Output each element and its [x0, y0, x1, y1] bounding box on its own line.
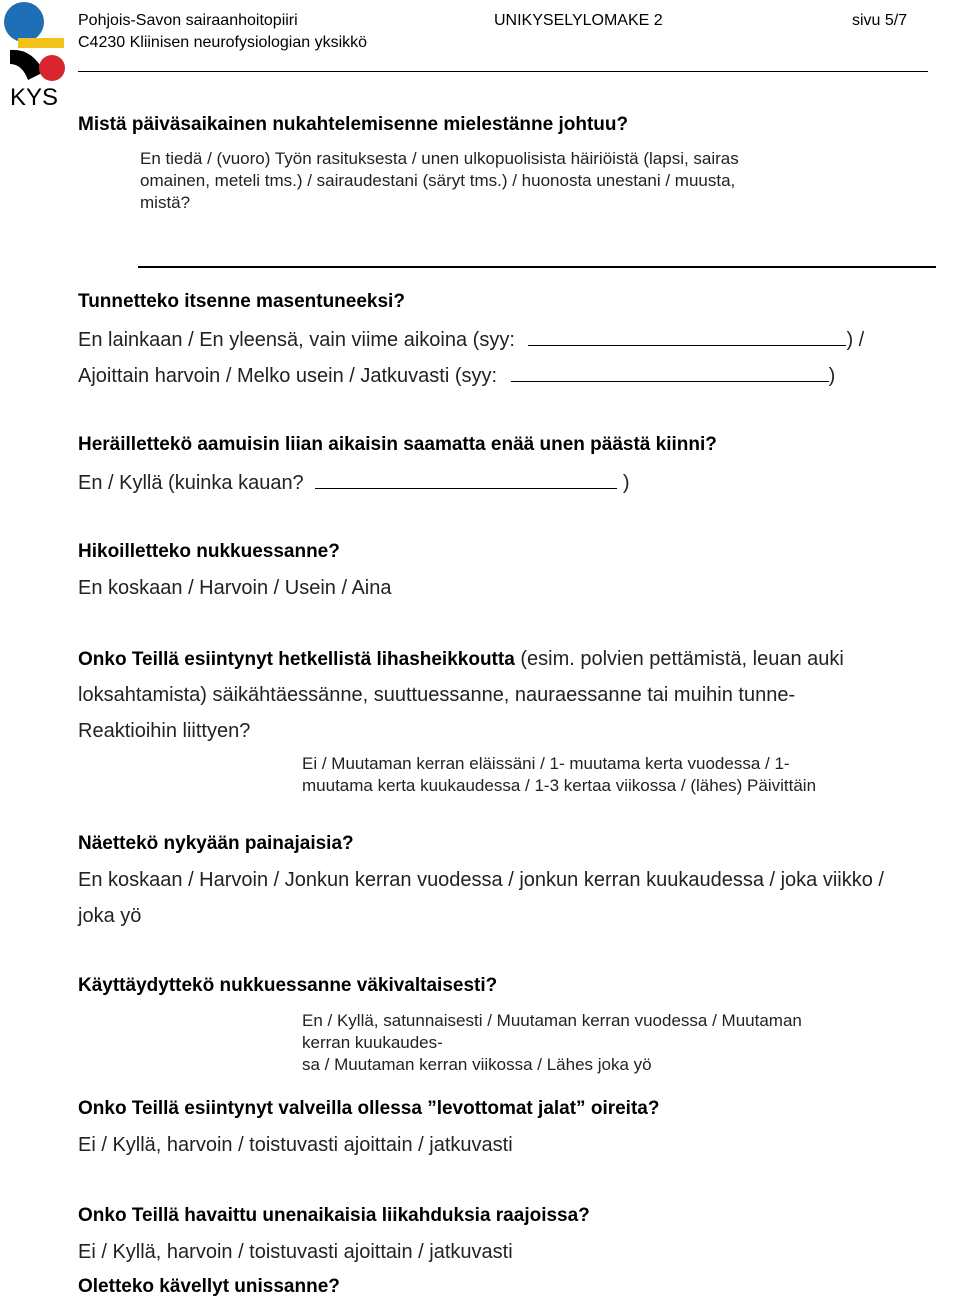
reason-blank-2[interactable]	[511, 363, 829, 382]
answer-options: En lainkaan / En yleensä, vain viime aikoina (syy:	[78, 329, 515, 351]
logo-yellow-bar	[18, 38, 64, 48]
header-unit: C4230 Kliinisen neurofysiologian yksikkö	[78, 34, 368, 51]
page-number: sivu 5/7	[852, 12, 908, 29]
question-nightmares: Näettekö nykyään painajaisia?	[78, 833, 354, 854]
question-night-sweats: Hikoilletteko nukkuessanne?	[78, 541, 340, 562]
question-muscle-weakness-line2: loksahtamista) säikähtäessänne, suuttuessanne, nauraessanne tai muihin tunne-	[78, 684, 796, 706]
answer-line: En tiedä / (vuoro) Työn rasituksesta / unen ulkopuolisista häiriöistä (lapsi, sairas	[140, 149, 739, 168]
answer-close: )	[828, 365, 836, 387]
question-violent-sleep: Käyttäydyttekö nukkuessanne väkivaltaisesti?	[78, 975, 498, 996]
question-muscle-weakness	[78, 648, 844, 671]
answer-depression-line1	[78, 327, 864, 352]
question-sleepwalking: Oletteko kävellyt unissanne?	[78, 1276, 340, 1297]
question-title: Onko Teillä esiintynyt hetkellistä lihasheikkoutta	[78, 649, 515, 670]
answer-line: En / Kyllä, satunnaisesti / Muutaman kerran vuodessa / Muutaman	[302, 1011, 802, 1030]
question-title-cont: (esim. polvien pettämistä, leuan auki	[514, 648, 844, 670]
answer-nightmares-line1: En koskaan / Harvoin / Jonkun kerran vuodessa / jonkun kerran kuukaudessa / joka viikko /	[78, 869, 884, 891]
how-long-blank[interactable]	[315, 470, 617, 489]
answer-close: ) /	[846, 329, 865, 351]
answer-limb-movements: Ei / Kyllä, harvoin / toistuvasti ajoittain / jatkuvasti	[78, 1241, 513, 1263]
answer-close: )	[622, 472, 630, 494]
answer-line: omainen, meteli tms.) / sairaudestani (säryt tms.) / huonosta unestani / muusta,	[140, 171, 736, 190]
answer-line: Ei / Muutaman kerran eläissäni / 1- muutama kerta vuodessa / 1-	[302, 754, 790, 773]
answer-line: mistä?	[140, 193, 191, 212]
form-title: UNIKYSELYLOMAKE 2	[494, 12, 663, 29]
logo-black-shape	[10, 50, 44, 80]
answer-options: Ajoittain harvoin / Melko usein / Jatkuvasti (syy:	[78, 365, 498, 387]
header-rule	[78, 71, 928, 72]
logo-text: KYS	[10, 84, 59, 111]
kys-logo	[0, 0, 72, 112]
reason-blank-1[interactable]	[528, 327, 846, 346]
question-limb-movements: Onko Teillä havaittu unenaikaisia liikahduksia raajoissa?	[78, 1205, 590, 1226]
answer-restless-legs: Ei / Kyllä, harvoin / toistuvasti ajoittain / jatkuvasti	[78, 1134, 513, 1156]
other-cause-blank[interactable]	[138, 266, 936, 268]
question-daytime-sleepiness-cause: Mistä päiväsaikainen nukahtelemisenne mielestänne johtuu?	[78, 114, 629, 135]
answer-night-sweats: En koskaan / Harvoin / Usein / Aina	[78, 577, 392, 599]
answer-line: kerran kuukaudes-	[302, 1033, 443, 1052]
answer-line: sa / Muutaman kerran viikossa / Lähes joka yö	[302, 1055, 652, 1074]
header-organization: Pohjois-Savon sairaanhoitopiiri	[78, 12, 298, 29]
question-restless-legs: Onko Teillä esiintynyt valveilla ollessa ”levottomat jalat” oireita?	[78, 1098, 660, 1119]
answer-depression-line2	[78, 363, 835, 388]
logo-blue-circle	[4, 2, 44, 42]
answer-early-waking	[78, 470, 629, 495]
logo-red-circle	[39, 55, 65, 81]
question-depression: Tunnetteko itsenne masentuneeksi?	[78, 291, 405, 312]
answer-options: En / Kyllä (kuinka kauan?	[78, 472, 304, 494]
question-early-waking: Heräillettekö aamuisin liian aikaisin saamatta enää unen päästä kiinni?	[78, 434, 717, 455]
question-muscle-weakness-line3: Reaktioihin liittyen?	[78, 720, 251, 742]
answer-nightmares-line2: joka yö	[78, 905, 142, 927]
answer-line: muutama kerta kuukaudessa / 1-3 kertaa viikossa / (lähes) Päivittäin	[302, 776, 817, 795]
